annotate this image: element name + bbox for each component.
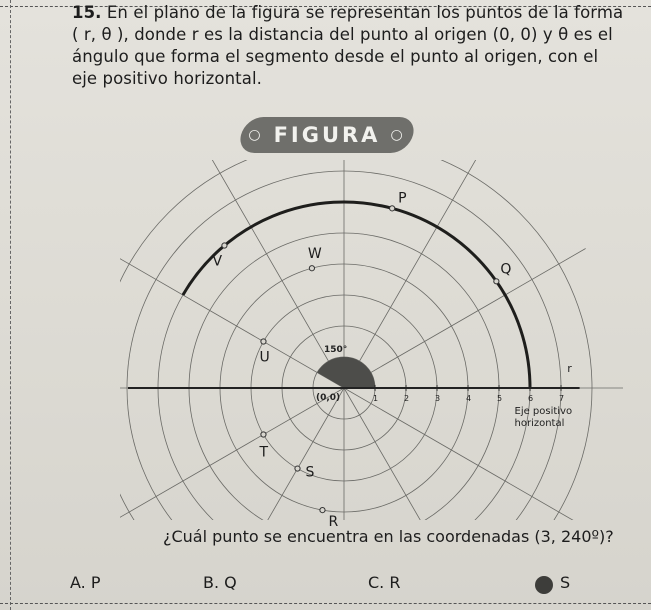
option-a[interactable]: A. P [70,573,101,592]
point-p-marker [390,206,395,211]
point-v-marker [222,243,227,248]
tick-label: 7 [559,394,565,403]
option-d[interactable]: S [560,573,571,592]
point-t-label: T [259,444,269,461]
point-r-marker [320,508,325,513]
badge-circle-icon: ○ [390,127,406,143]
point-r-label: R [328,514,339,531]
question-statement [72,2,647,90]
statement-line-2: ( r, θ ), donde r es la distancia del punto al origen (0, 0) y θ es el [72,25,613,44]
radius-symbol: r [567,362,572,375]
point-s-label: S [305,464,315,481]
statement-line-3: ángulo que forma el segmento desde el punto al origen, con el [72,47,599,66]
figure-badge [241,117,413,153]
figure-badge-label: FIGURA [273,123,381,147]
origin-label: (0,0) [316,393,341,403]
point-q-marker [494,279,499,284]
angle-label: 150° [324,345,348,355]
point-t-marker [261,432,266,437]
angle-sector-150 [317,357,375,388]
option-b[interactable]: B. Q [203,573,237,592]
axis-label-line-1: Eje positivo [514,406,573,417]
statement-line-4: eje positivo horizontal. [72,69,262,88]
tick-label: 4 [466,394,472,403]
badge-circle-icon: ○ [248,127,264,143]
point-u-marker [261,339,266,344]
point-p-label: P [398,190,407,207]
option-d-marker-icon [535,576,553,594]
point-s-marker [295,466,300,471]
tick-label: 3 [435,394,441,403]
tick-label: 1 [373,394,379,403]
statement-line-1: En el plano de la figura se representan los puntos de la forma [106,3,624,22]
tick-label: 2 [404,394,410,403]
point-v-label: V [212,253,223,270]
axis-label-line-2: horizontal [514,418,565,429]
polar-plane-figure [0,150,651,531]
point-q-label: Q [500,261,512,278]
tick-label: 6 [528,394,534,403]
tick-label: 5 [497,394,503,403]
point-u-label: U [259,349,270,366]
question-number: 15. [72,3,102,22]
question-prompt: ¿Cuál punto se encuentra en las coordenadas (3, 240º)? [163,527,614,546]
option-c[interactable]: C. R [368,573,401,592]
point-w-label: W [307,246,322,263]
bottom-cut-line [0,603,651,604]
point-w-marker [309,266,314,271]
